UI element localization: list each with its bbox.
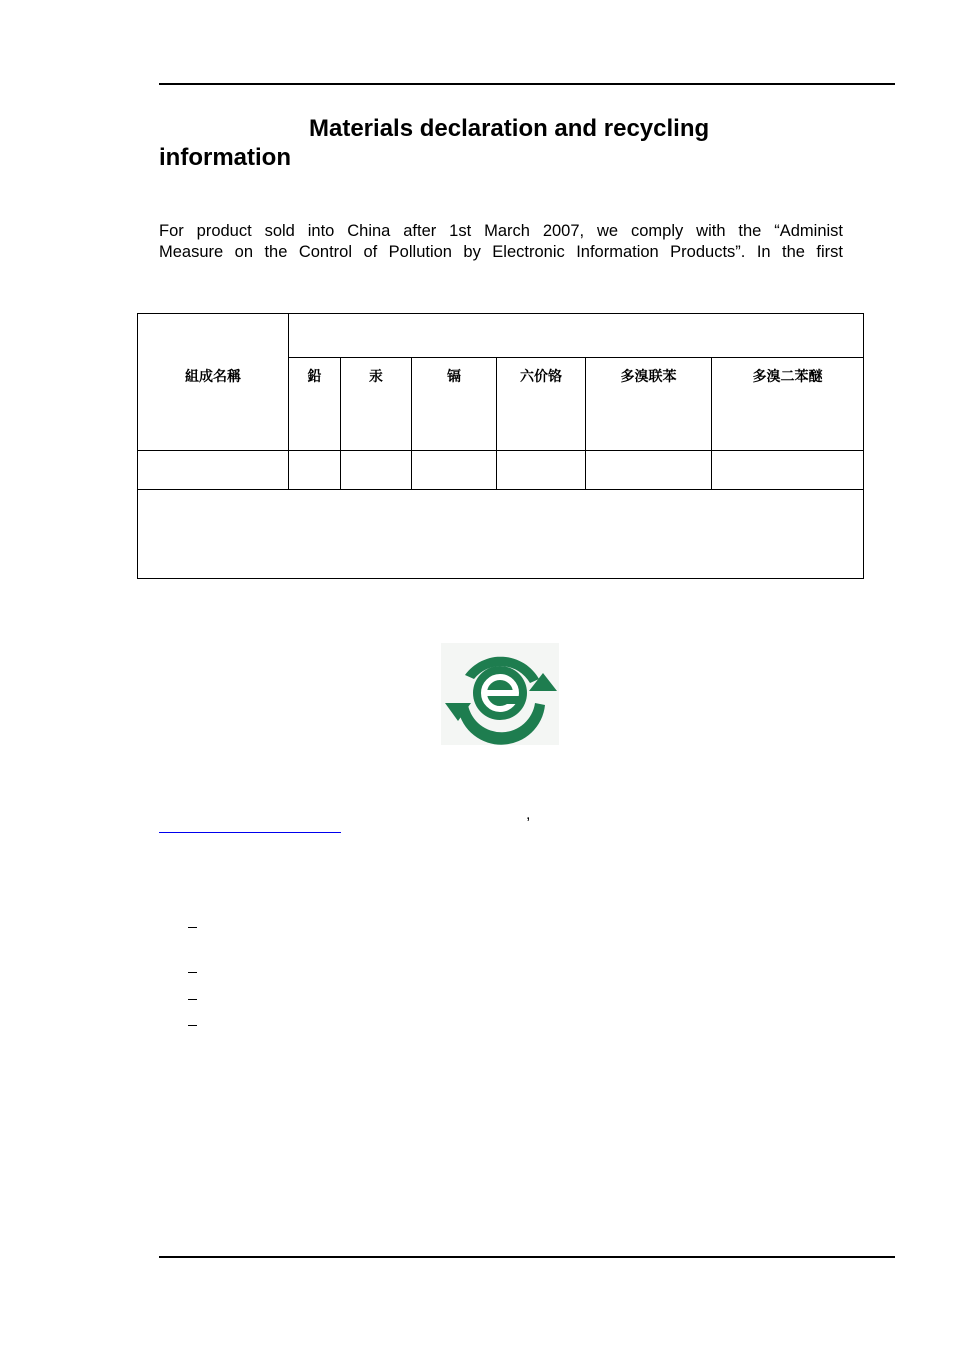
- substance-header-mercury: [341, 358, 412, 451]
- substance-group-header: [289, 314, 864, 358]
- table-cell: [341, 451, 412, 490]
- hazardous-substance-table: [137, 313, 864, 579]
- intro-line-1: For product sold into China after 1st March 2007, we comply with the “Administ: [159, 222, 843, 240]
- list-bullet: [188, 999, 197, 1000]
- bottom-rule: [159, 1256, 895, 1258]
- table-note-cell: [138, 490, 864, 579]
- substance-label: 多溴二苯醚: [752, 369, 823, 385]
- substance-label: 多溴联苯: [620, 369, 677, 385]
- list-bullet: [188, 1025, 197, 1026]
- china-rohs-e-recycle-icon: [441, 643, 559, 745]
- substance-header-hexavalent-chromium: [497, 358, 586, 451]
- table-cell: [412, 451, 497, 490]
- substance-label: 汞: [369, 369, 383, 385]
- intro-line-2: Measure on the Control of Pollution by Electronic Information Products”. In the first: [159, 243, 843, 261]
- component-name-header: [138, 314, 289, 451]
- substance-label: 镉: [447, 369, 461, 385]
- substance-header-lead: [289, 358, 341, 451]
- table-cell: [497, 451, 586, 490]
- table-cell: [138, 451, 289, 490]
- table-cell: [289, 451, 341, 490]
- substance-header-pbde: [712, 358, 864, 451]
- hyperlink-underline[interactable]: [159, 832, 341, 833]
- page-title: Materials declaration and recycling information: [159, 115, 710, 171]
- table-cell: [712, 451, 864, 490]
- top-rule: [159, 83, 895, 85]
- component-name-label: 組成名稱: [185, 369, 241, 385]
- intro-paragraph: [159, 221, 843, 263]
- substance-header-pbb: [586, 358, 712, 451]
- stray-comma: ,: [526, 806, 531, 823]
- table-cell: [586, 451, 712, 490]
- list-bullet: [188, 927, 197, 928]
- substance-header-cadmium: [412, 358, 497, 451]
- substance-label: 六价铬: [520, 369, 562, 385]
- table-row: [138, 451, 864, 490]
- substance-label: 鉛: [307, 369, 322, 385]
- list-bullet: [188, 972, 197, 973]
